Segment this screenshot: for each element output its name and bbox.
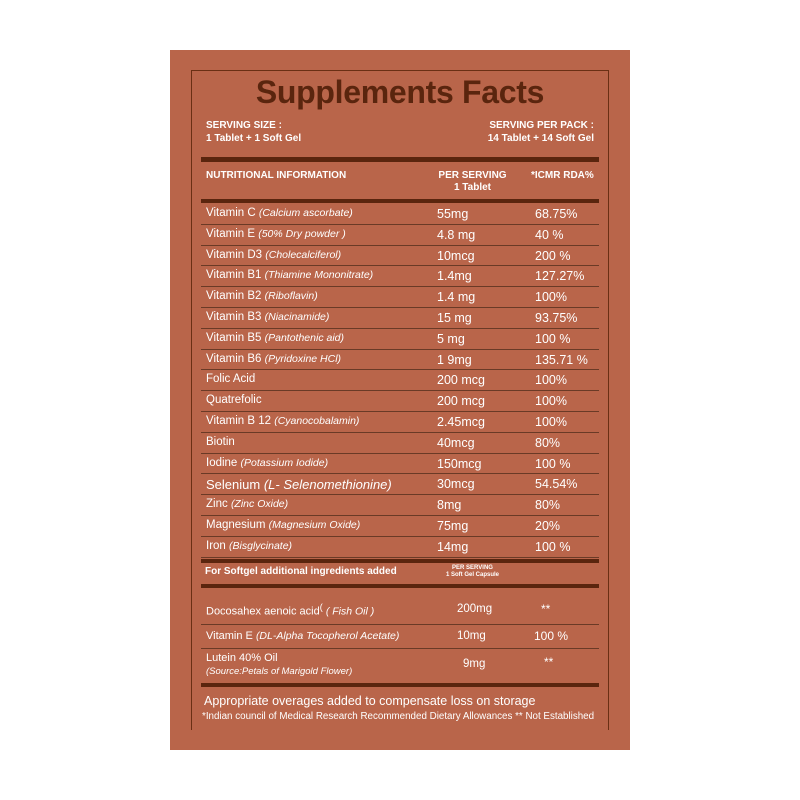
nutrient-row: [201, 370, 599, 391]
serving-per-pack-value: 14 Tablet + 14 Soft Gel: [487, 133, 594, 144]
softgel-name-text: Docosahex aenoic acid: [206, 605, 320, 618]
softgel-per-serving-line1: PER SERVING: [452, 565, 493, 571]
footer-top-bar: [201, 683, 599, 687]
nutrient-row: [201, 204, 599, 225]
nutrient-amount: 75mg: [437, 519, 469, 533]
softgel-divider: [201, 624, 599, 625]
nutrient-source: (Calcium ascorbate): [258, 207, 353, 219]
nutrient-name: [206, 498, 288, 510]
nutrient-name-text: Vitamin B 12: [206, 415, 271, 427]
col-header-per-serving-line2: 1 Tablet: [453, 182, 492, 193]
nutrient-rda: 135.71 %: [535, 352, 588, 367]
nutrient-name-text: Iron: [206, 539, 226, 552]
nutrient-amount: 1.4 mg: [437, 290, 476, 305]
softgel-divider: [201, 648, 599, 649]
nutrient-name: [206, 519, 360, 531]
nutrient-rda: 40 %: [535, 227, 564, 242]
nutrient-row: [201, 287, 599, 308]
nutrient-rda: 100%: [535, 373, 567, 388]
nutrient-rda: 100%: [535, 290, 567, 305]
nutrient-name-text: Vitamin C: [206, 207, 256, 219]
nutrient-row: [201, 495, 599, 516]
nutrient-name-text: Iodine: [206, 456, 238, 469]
nutrient-name: [206, 269, 373, 281]
softgel-amount: 10mg: [457, 630, 486, 642]
nutrient-rda: 127.27%: [535, 269, 585, 284]
serving-per-pack: [488, 119, 594, 145]
nutrient-source: (Bisglycinate): [229, 539, 293, 552]
softgel-rda: 100 %: [534, 629, 569, 643]
nutrient-name: [206, 228, 346, 240]
nutrient-name: [206, 311, 329, 323]
nutrient-source: (Niacinamide): [264, 311, 330, 323]
nutrient-name-text: Quatrefolic: [206, 394, 262, 407]
nutrient-source: (L- Selenomethionine): [263, 477, 392, 493]
nutrient-source: (Pyridoxine HCl): [264, 352, 342, 365]
softgel-bottom-bar: [201, 584, 599, 588]
nutrient-amount: 15 mg: [437, 311, 472, 325]
softgel-name: [206, 630, 399, 642]
nutrient-name-text: Vitamin B2: [206, 290, 262, 303]
nutrient-source: (50% Dry powder ): [258, 227, 346, 240]
nutrient-amount: 8mg: [437, 498, 462, 513]
nutrient-rda: 200 %: [535, 248, 571, 263]
nutrient-amount: 1.4mg: [437, 269, 472, 284]
nutrient-name-text: Selenium: [206, 477, 261, 493]
nutrient-name-text: Vitamin E: [206, 227, 256, 240]
softgel-rda: **: [544, 655, 554, 669]
nutrient-source: (Cyanocobalamin): [274, 415, 360, 427]
col-header-nutrition: NUTRITIONAL INFORMATION: [206, 170, 347, 181]
softgel-source: ( Fish Oil ): [325, 605, 375, 618]
softgel-source: (DL-Alpha Tocopherol Acetate): [255, 630, 400, 642]
nutrient-row: [201, 246, 599, 267]
softgel-amount: 200mg: [457, 603, 493, 615]
footer-icmr-note: *Indian council of Medical Research Recommended Dietary Allowances ** Not Established: [202, 711, 595, 722]
header-bottom-bar: [201, 199, 599, 203]
nutrient-rda: 100 %: [535, 456, 571, 471]
nutrient-source: (Magnesium Oxide): [268, 519, 361, 531]
nutrient-name: [206, 457, 328, 469]
nutrient-rda: 20%: [535, 519, 561, 533]
nutrient-row: [201, 329, 599, 350]
nutrient-rda: 54.54%: [535, 477, 578, 492]
softgel-rda: **: [541, 602, 551, 616]
nutrient-amount: 5 mg: [437, 331, 465, 346]
softgel-amount: 9mg: [463, 658, 486, 670]
nutrient-amount: 55mg: [437, 207, 469, 221]
nutrient-name: [206, 477, 392, 492]
nutrient-amount: 150mcg: [437, 456, 482, 471]
nutrient-amount: 1 9mg: [437, 352, 472, 367]
nutrient-rda: 100%: [535, 394, 567, 409]
nutrient-name: [206, 415, 359, 427]
label-title: Supplements Facts: [255, 74, 545, 110]
nutrient-row: [201, 474, 599, 495]
nutrient-name: [206, 436, 235, 448]
nutrient-source: (Riboflavin): [264, 290, 318, 303]
nutrient-rda: 93.75%: [535, 311, 578, 325]
nutrient-name-text: Vitamin D3: [206, 248, 263, 261]
softgel-name: Docosahex aenoic acid( ( Fish Oil ): [206, 602, 375, 618]
nutrient-row: [201, 225, 599, 246]
footer-overages-note: Appropriate overages added to compensate loss on storage: [204, 694, 536, 708]
nutrient-rda: 100%: [535, 415, 567, 429]
nutrient-name: [206, 332, 344, 344]
softgel-name-text: Vitamin E: [206, 630, 253, 642]
nutrient-amount: 200 mcg: [437, 394, 485, 409]
nutrient-row: [201, 433, 599, 454]
nutrient-amount: 14mg: [437, 539, 469, 554]
nutrient-rda: 80%: [535, 498, 561, 513]
nutrient-rda: 68.75%: [535, 207, 578, 221]
nutrient-row: [201, 350, 599, 371]
nutrient-name-text: Vitamin B5: [206, 331, 262, 344]
softgel-name: Lutein 40% Oil: [206, 652, 278, 664]
nutrient-amount: 30mcg: [437, 477, 475, 492]
nutrient-name-text: Vitamin B3: [206, 311, 262, 323]
softgel-row: [201, 650, 599, 682]
nutrient-amount: 10mcg: [437, 248, 475, 263]
nutrient-amount: 2.45mcg: [437, 415, 485, 429]
nutrient-name: [206, 207, 353, 219]
softgel-top-bar: [201, 559, 599, 563]
softgel-per-serving-line2: 1 Soft Gel Capsule: [445, 572, 499, 578]
nutrient-name-text: Vitamin B6: [206, 352, 262, 365]
header-top-bar: [201, 157, 599, 162]
nutrient-amount: 4.8 mg: [437, 227, 476, 242]
nutrient-row: [201, 266, 599, 287]
nutrient-row: [201, 308, 599, 329]
nutrient-name: [206, 353, 341, 365]
nutrient-name: [206, 290, 318, 302]
nutrient-row: [201, 516, 599, 537]
nutrient-name: [206, 394, 262, 406]
nutrient-name-text: Magnesium: [206, 519, 266, 531]
nutrient-name-text: Biotin: [206, 435, 235, 448]
nutrient-source: (Cholecalciferol): [265, 248, 342, 261]
nutrient-source: (Pantothenic aid): [264, 331, 344, 344]
serving-per-pack-label: SERVING PER PACK :: [489, 120, 594, 131]
softgel-row: [201, 626, 599, 648]
nutrient-rda: 100 %: [535, 331, 571, 346]
serving-size: [206, 119, 301, 145]
nutrient-name-text: Vitamin B1: [206, 269, 262, 282]
serving-size-label: SERVING SIZE :: [206, 120, 282, 131]
nutrient-row: [201, 537, 599, 558]
softgel-source: (Source:Petals of Marigold Flower): [206, 666, 353, 677]
nutrient-name: [206, 373, 255, 385]
nutrient-source: (Potassium Iodide): [240, 456, 329, 469]
nutrient-name: [206, 540, 292, 552]
softgel-header: For Softgel additional ingredients added: [205, 566, 397, 577]
nutrient-row: [201, 391, 599, 412]
softgel-per-serving: [420, 565, 525, 579]
nutrient-amount: 200 mcg: [437, 373, 485, 388]
nutrient-row: [201, 454, 599, 475]
serving-size-value: 1 Tablet + 1 Soft Gel: [206, 133, 302, 144]
nutrient-name-text: Folic Acid: [206, 373, 256, 386]
nutrient-source: (Thiamine Mononitrate): [264, 269, 374, 282]
nutrient-rda: 100 %: [535, 539, 571, 554]
nutrient-amount: 40mcg: [437, 435, 475, 450]
nutrient-rda: 80%: [535, 435, 561, 450]
col-header-rda: *ICMR RDA%: [531, 170, 594, 181]
nutrient-name: [206, 249, 341, 261]
nutrient-source: (Zinc Oxide): [230, 498, 289, 511]
col-header-per-serving: [420, 170, 525, 194]
softgel-row: [201, 597, 599, 625]
nutrient-row: [201, 412, 599, 433]
nutrient-name-text: Zinc: [206, 498, 228, 511]
col-header-per-serving-line1: PER SERVING: [438, 170, 507, 181]
